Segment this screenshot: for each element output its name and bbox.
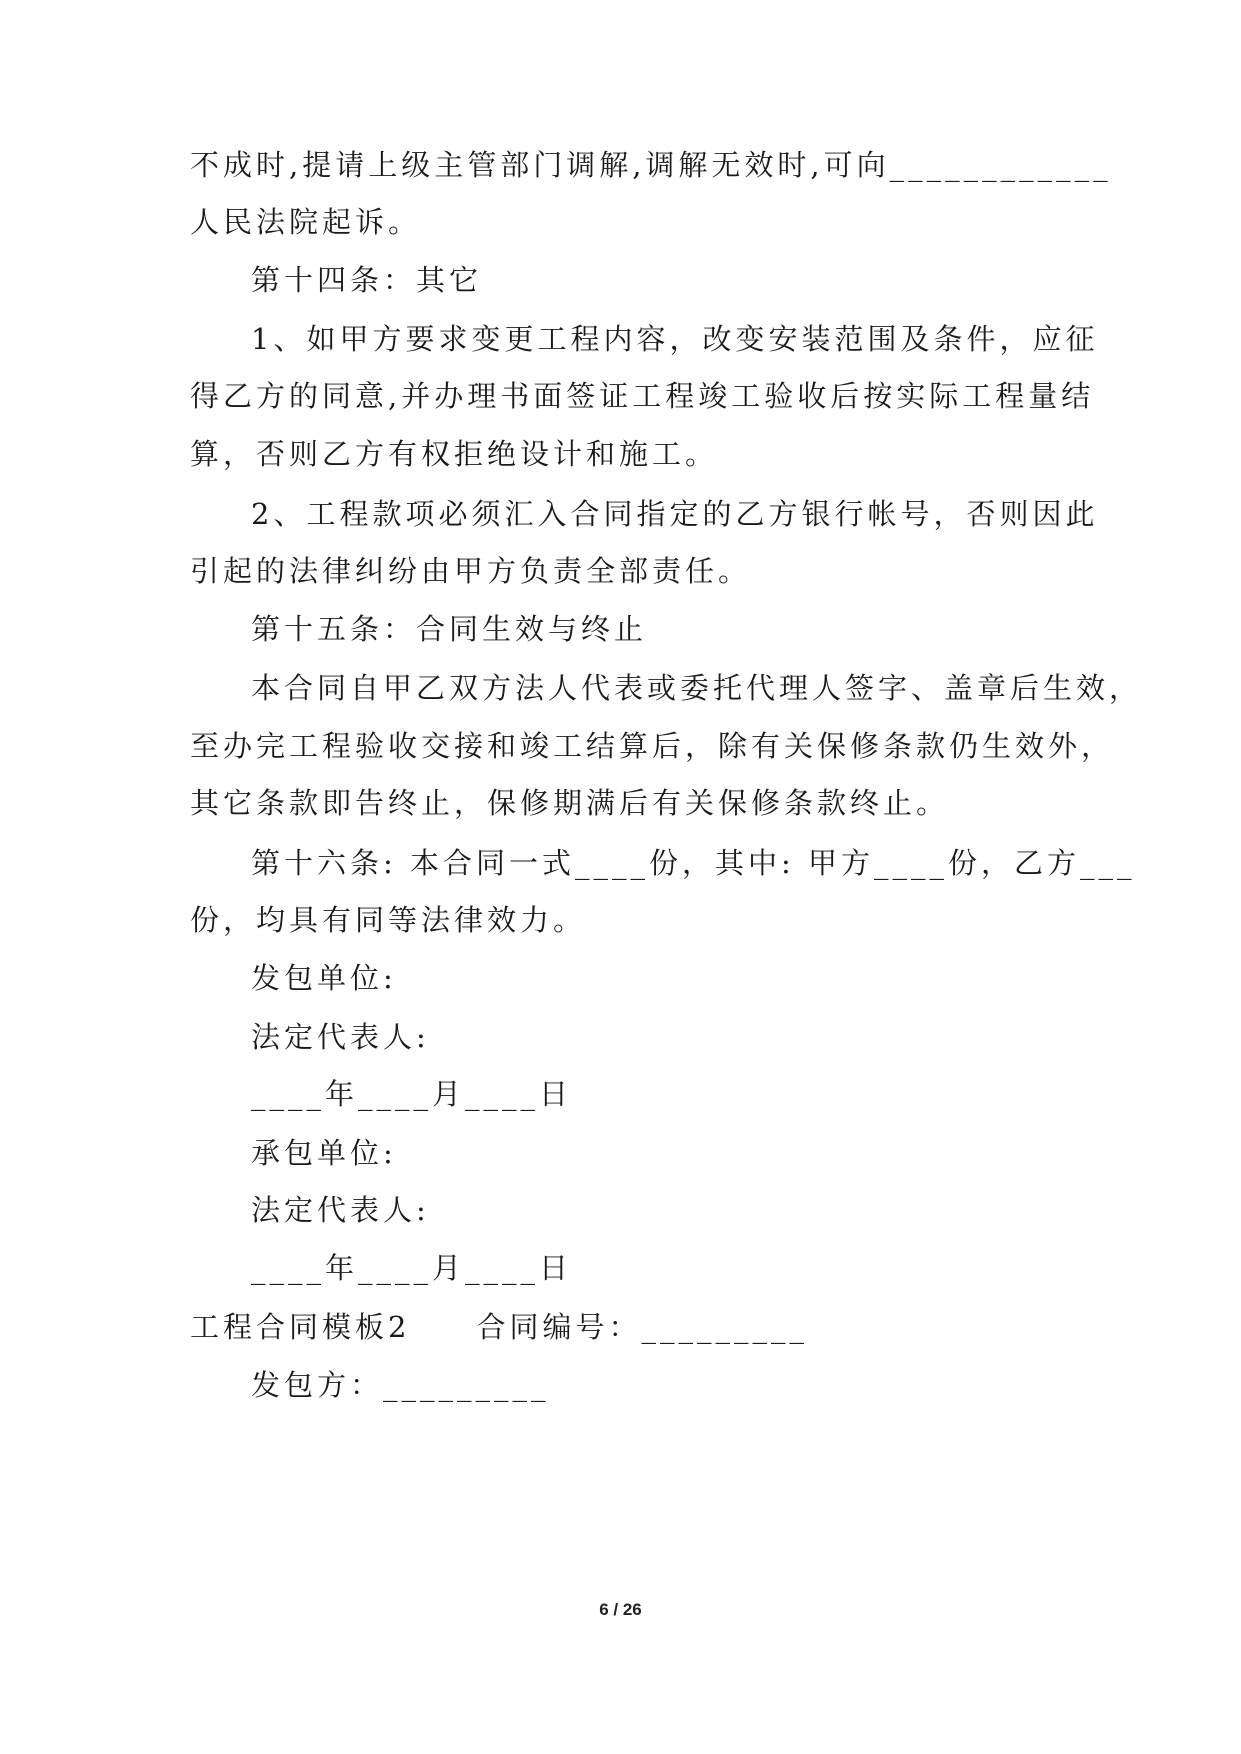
text-line: 发包方：_________ [251, 1368, 550, 1402]
text-line: 算，否则乙方有权拒绝设计和施工。 [190, 437, 719, 471]
contract-title-line: 工程合同模板2 合同编号：_________ [190, 1310, 808, 1344]
signature-field-label: 承包单位: [251, 1136, 397, 1170]
date-field: ____年____月____日 [251, 1077, 573, 1111]
signature-field-label: 法定代表人: [251, 1020, 430, 1054]
page-number: 6 / 26 [599, 1600, 642, 1619]
text-line: 引起的法律纠纷由甲方负责全部责任。 [190, 554, 752, 588]
text-line: 人民法院起诉。 [190, 205, 422, 239]
text-line: 本合同自甲乙双方法人代表或委托代理人签字、盖章后生效， [251, 671, 1143, 705]
text-line: 不成时,提请上级主管部门调解,调解无效时,可向____________ [190, 148, 1112, 182]
section-heading: 第十五条：合同生效与终止 [251, 612, 648, 646]
text-line: 份，均具有同等法律效力。 [190, 903, 587, 937]
signature-field-label: 发包单位: [251, 961, 397, 995]
text-line: 至办完工程验收交接和竣工结算后，除有关保修条款仍生效外， [190, 729, 1115, 763]
text-line: 1、如甲方要求变更工程内容，改变安装范围及条件，应征 [251, 322, 1099, 356]
text-line: 2、工程款项必须汇入合同指定的乙方银行帐号，否则因此 [251, 497, 1099, 531]
date-field: ____年____月____日 [251, 1251, 573, 1285]
signature-field-label: 法定代表人: [251, 1193, 430, 1227]
text-line: 其它条款即告终止，保修期满后有关保修条款终止。 [190, 786, 950, 820]
text-line: 第十六条: 本合同一式____份，其中: 甲方____份，乙方___ [251, 846, 1136, 880]
text-line: 得乙方的同意,并办理书面签证工程竣工验收后按实际工程量结 [190, 379, 1095, 413]
section-heading: 第十四条：其它 [251, 263, 483, 297]
